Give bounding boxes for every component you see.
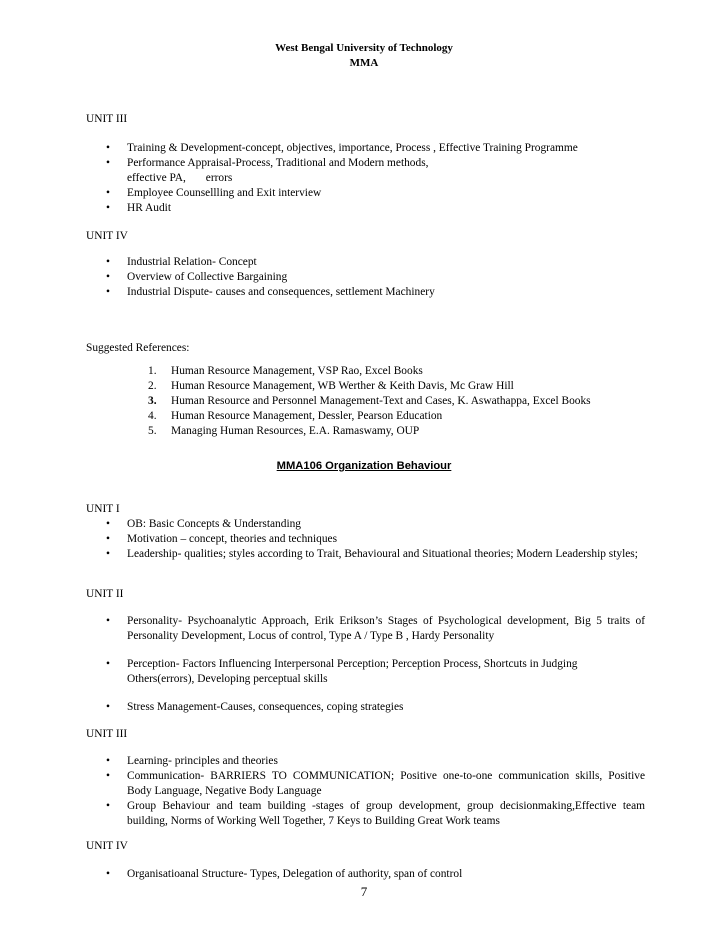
bullet-icon: • [106,868,110,880]
page-header [0,41,728,71]
list-item: • Industrial Dispute- causes and consequences, settlement Machinery [106,286,435,298]
page-number: 7 [360,884,368,899]
list-item: • Leadership- qualities; styles according to Trait, Behavioural and Situational theories; Modern Leadership styles; [106,548,638,560]
program-name: MMA [349,57,379,69]
bullet-icon: • [106,533,110,545]
hr-unit4-title: UNIT IV [86,230,128,242]
bullet-icon: • [106,256,110,268]
list-item: • Overview of Collective Bargaining [106,271,288,283]
reference-item: 4. Human Resource Management, Dessler, Pearson Education [148,410,443,422]
course-title: MMA106 Organization Behaviour [276,460,452,472]
bullet-icon: • [106,187,110,199]
ob-unit1-list [0,517,645,562]
hr-unit3-title: UNIT III [86,113,128,125]
bullet-icon: • [106,770,110,782]
ob-unit4-title: UNIT IV [86,840,128,852]
bullet-icon: • [106,157,110,169]
list-item: • Motivation – concept, theories and techniques [106,533,338,545]
ob-unit1-title: UNIT I [86,503,120,515]
list-item: • Perception- Factors Influencing Interpersonal Perception; Perception Process, Shortcuts in Judging Others(errors), Developing perceptual skills [106,658,578,685]
bullet-icon: • [106,615,110,627]
list-item: • OB: Basic Concepts & Understanding [106,518,302,530]
bullet-icon: • [106,142,110,154]
hr-unit3-list [0,141,645,216]
university-name: West Bengal University of Technology [275,42,453,54]
list-item: • Personality- Psychoanalytic Approach, Erik Erikson’s Stages of Psychological development, Big 5 traits of Personality Development, Locus of control, Type A / Type B , Hardy Personality [106,615,645,642]
bullet-icon: • [106,701,110,713]
list-item: • Performance Appraisal-Process, Traditional and Modern methods, effective PA, errors [106,157,429,184]
ob-unit3-list [0,754,645,829]
list-item: • Organisatioanal Structure- Types, Delegation of authority, span of control [106,868,463,880]
reference-item: 2. Human Resource Management, WB Werther & Keith Davis, Mc Graw Hill [148,380,514,392]
ob-unit2-title: UNIT II [86,588,124,600]
list-item: • Learning- principles and theories [106,755,278,767]
list-item: • Group Behaviour and team building -stages of group development, group decisionmaking,Effective team building, Norms of Working Well Together, 7 Keys to Building Great Work teams [106,800,645,827]
reference-item: 1. Human Resource Management, VSP Rao, Excel Books [148,365,423,377]
bullet-icon: • [106,548,110,560]
hr-unit4-list [0,255,645,300]
references-list [0,364,591,439]
bullet-icon: • [106,286,110,298]
list-item: • Training & Development-concept, objectives, importance, Process , Effective Training Programme [106,142,578,154]
list-item: • Employee Counsellling and Exit interview [106,187,322,199]
reference-item: 3. Human Resource and Personnel Management-Text and Cases, K. Aswathappa, Excel Books [148,395,591,407]
bullet-icon: • [106,271,110,283]
ob-unit3-title: UNIT III [86,728,128,740]
bullet-icon: • [106,518,110,530]
ob-unit2-list [0,614,645,715]
list-item: • Stress Management-Causes, consequences, coping strategies [106,701,404,713]
bullet-icon: • [106,755,110,767]
reference-item: 5. Managing Human Resources, E.A. Ramaswamy, OUP [148,425,420,437]
list-item: • HR Audit [106,202,171,214]
bullet-icon: • [106,202,110,214]
references-heading: Suggested References: [86,342,190,354]
ob-unit4-list [0,867,645,882]
bullet-icon: • [106,800,110,812]
bullet-icon: • [106,658,110,670]
list-item: • Industrial Relation- Concept [106,256,257,268]
list-item: • Communication- BARRIERS TO COMMUNICATION; Positive one-to-one communication skills, Positive Body Language, Negative Body Language [106,770,645,797]
